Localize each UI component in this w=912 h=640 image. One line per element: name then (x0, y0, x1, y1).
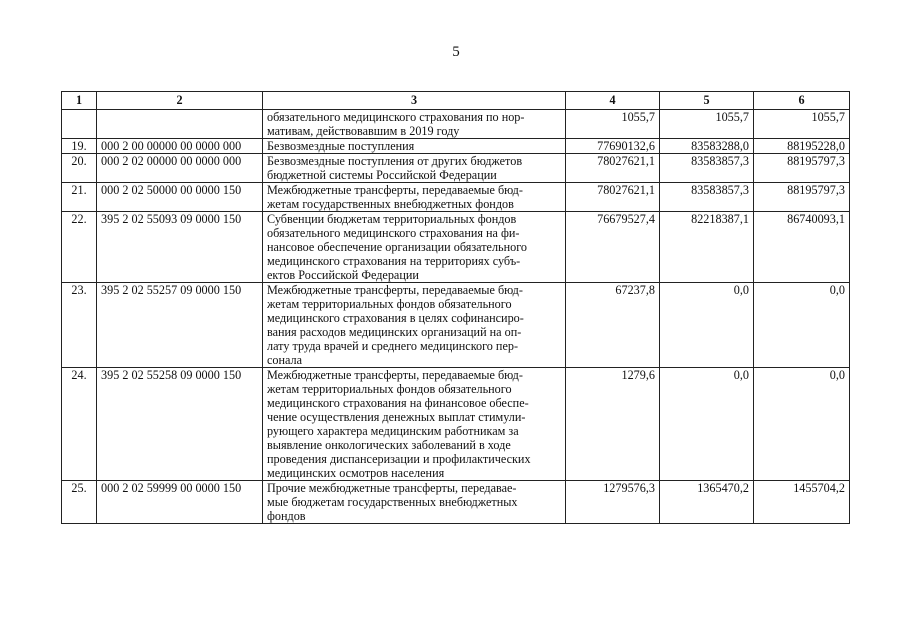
item-description (263, 283, 566, 368)
row-number (62, 110, 97, 139)
budget-code: 000 2 02 00000 00 0000 000 (97, 154, 263, 183)
item-description (263, 110, 566, 139)
header-col-3: 3 (263, 92, 566, 110)
description-line: жетам государственных внебюджетных фондов (267, 197, 514, 211)
row-number: 22. (62, 212, 97, 283)
header-col-4: 4 (566, 92, 660, 110)
description-line: чение осуществления денежных выплат стимули- (267, 410, 526, 424)
header-col-5: 5 (660, 92, 754, 110)
amount-col-6: 1455704,2 (754, 481, 850, 524)
amount-col-6: 88195797,3 (754, 183, 850, 212)
description-line: медицинского страхования в целях софинансиро- (267, 311, 524, 325)
description-line: Межбюджетные трансферты, передаваемые бюд- (267, 283, 523, 297)
description-line: вания расходов медицинских организаций на оп- (267, 325, 522, 339)
description-line: жетам территориальных фондов обязательного (267, 297, 512, 311)
budget-code: 395 2 02 55093 09 0000 150 (97, 212, 263, 283)
header-col-2: 2 (97, 92, 263, 110)
row-number: 21. (62, 183, 97, 212)
amount-col-4: 1279576,3 (566, 481, 660, 524)
amount-col-5: 0,0 (660, 283, 754, 368)
table-row (62, 154, 850, 183)
amount-col-5: 82218387,1 (660, 212, 754, 283)
amount-col-4: 78027621,1 (566, 154, 660, 183)
budget-code: 000 2 02 59999 00 0000 150 (97, 481, 263, 524)
description-line: Безвозмездные поступления (267, 139, 415, 153)
amount-col-4: 77690132,6 (566, 139, 660, 154)
page-number: 5 (452, 44, 460, 60)
amount-col-4: 78027621,1 (566, 183, 660, 212)
item-description (263, 212, 566, 283)
row-number: 25. (62, 481, 97, 524)
amount-col-6: 88195228,0 (754, 139, 850, 154)
item-description (263, 154, 566, 183)
description-line: Субвенции бюджетам территориальных фондов (267, 212, 517, 226)
description-line: ектов Российской Федерации (267, 268, 419, 282)
description-line: обязательного медицинского страхования по нор- (267, 110, 525, 124)
description-line: фондов (267, 509, 306, 523)
description-line: мативам, действовавшим в 2019 году (267, 124, 460, 138)
budget-code: 395 2 02 55257 09 0000 150 (97, 283, 263, 368)
header-col-6: 6 (754, 92, 850, 110)
table-header-row (62, 92, 850, 110)
row-number: 20. (62, 154, 97, 183)
table-row (62, 283, 850, 368)
amount-col-4: 1055,7 (566, 110, 660, 139)
budget-code: 395 2 02 55258 09 0000 150 (97, 368, 263, 481)
description-line: проведения диспансеризации и профилактических (267, 452, 531, 466)
description-line: бюджетной системы Российской Федерации (267, 168, 497, 182)
description-line: мые бюджетам государственных внебюджетных (267, 495, 518, 509)
description-line: нансовое обеспечение организации обязательного (267, 240, 528, 254)
amount-col-6: 1055,7 (754, 110, 850, 139)
description-line: сонала (267, 353, 303, 367)
description-line: медицинского страхования на финансовое обеспе- (267, 396, 529, 410)
table-row (62, 110, 850, 139)
description-line: обязательного медицинского страхования на фи- (267, 226, 520, 240)
item-description (263, 368, 566, 481)
description-line: Межбюджетные трансферты, передаваемые бюд- (267, 368, 523, 382)
description-line: жетам территориальных фондов обязательного (267, 382, 512, 396)
table-row (62, 183, 850, 212)
amount-col-5: 0,0 (660, 368, 754, 481)
row-number: 19. (62, 139, 97, 154)
budget-code: 000 2 02 50000 00 0000 150 (97, 183, 263, 212)
table-row (62, 368, 850, 481)
description-line: Прочие межбюджетные трансферты, передавае- (267, 481, 517, 495)
description-line: Межбюджетные трансферты, передаваемые бюд- (267, 183, 523, 197)
budget-code (97, 110, 263, 139)
description-line: выявление онкологических заболеваний в ходе (267, 438, 511, 452)
row-number: 24. (62, 368, 97, 481)
amount-col-5: 83583857,3 (660, 183, 754, 212)
description-line: медицинских осмотров населения (267, 466, 445, 480)
item-description (263, 183, 566, 212)
amount-col-4: 67237,8 (566, 283, 660, 368)
amount-col-6: 0,0 (754, 283, 850, 368)
amount-col-4: 76679527,4 (566, 212, 660, 283)
item-description (263, 481, 566, 524)
amount-col-5: 1365470,2 (660, 481, 754, 524)
description-line: рующего характера медицинским работникам за (267, 424, 519, 438)
amount-col-6: 88195797,3 (754, 154, 850, 183)
table-row (62, 481, 850, 524)
amount-col-5: 83583288,0 (660, 139, 754, 154)
amount-col-4: 1279,6 (566, 368, 660, 481)
item-description (263, 139, 566, 154)
budget-code: 000 2 00 00000 00 0000 000 (97, 139, 263, 154)
budget-table (61, 91, 850, 524)
amount-col-5: 1055,7 (660, 110, 754, 139)
row-number: 23. (62, 283, 97, 368)
amount-col-6: 86740093,1 (754, 212, 850, 283)
description-line: медицинского страхования на территориях субъ- (267, 254, 521, 268)
amount-col-6: 0,0 (754, 368, 850, 481)
table-row (62, 212, 850, 283)
amount-col-5: 83583857,3 (660, 154, 754, 183)
table-row (62, 139, 850, 154)
header-col-1: 1 (62, 92, 97, 110)
description-line: лату труда врачей и среднего медицинского пер- (267, 339, 519, 353)
description-line: Безвозмездные поступления от других бюджетов (267, 154, 523, 168)
